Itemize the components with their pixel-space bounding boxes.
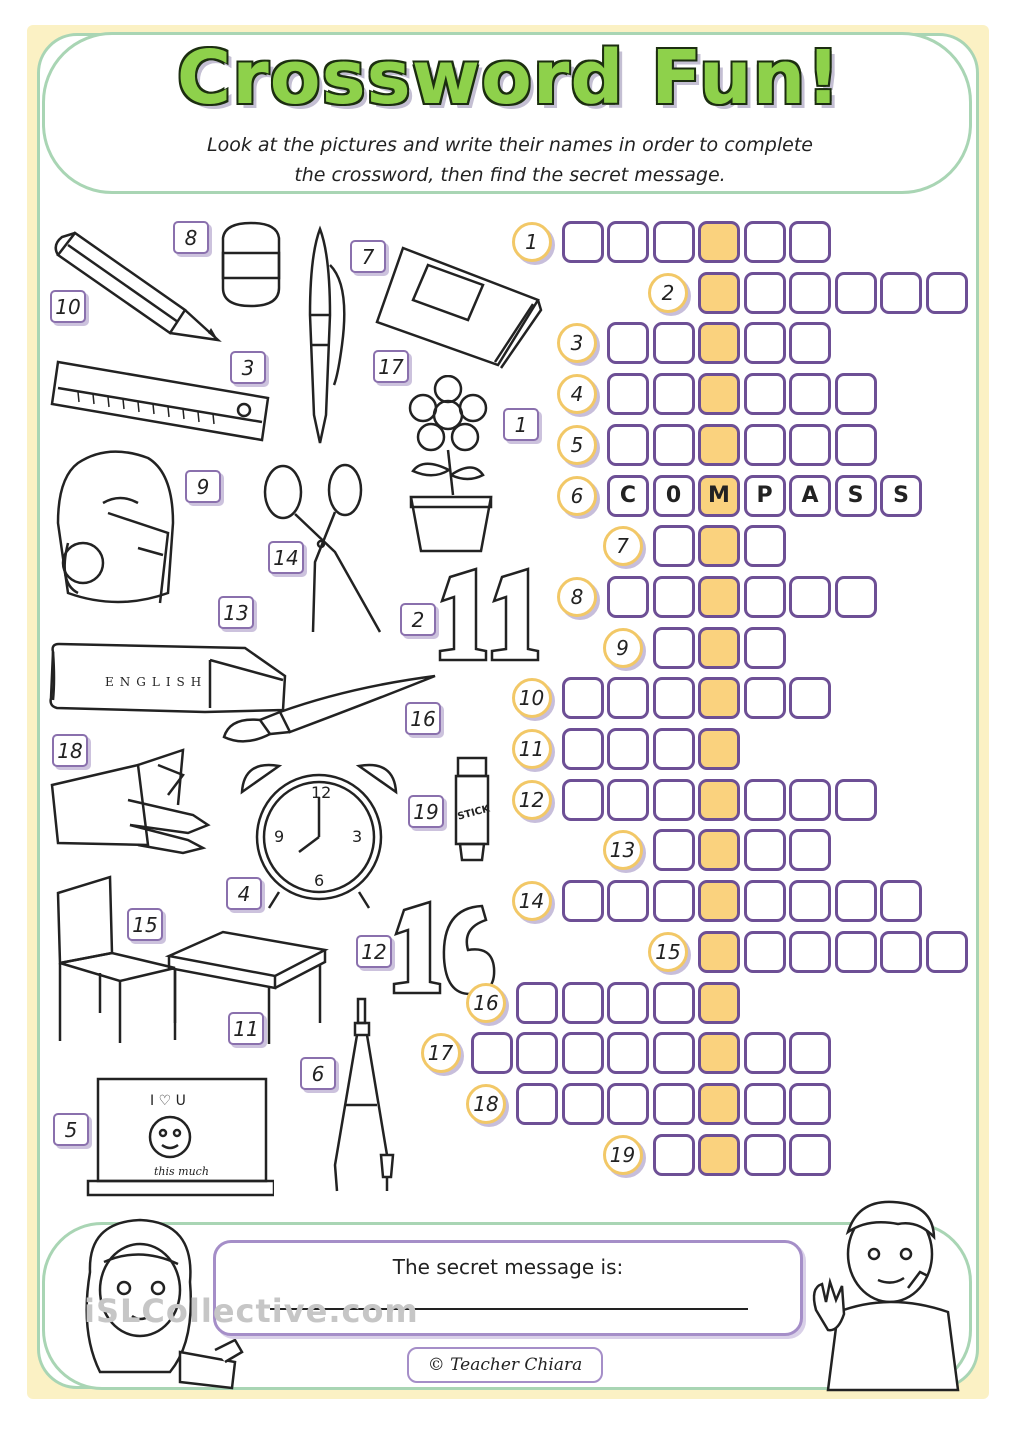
crossword-cell[interactable]	[835, 373, 877, 415]
crossword-cell[interactable]	[516, 1032, 558, 1074]
svg-text:12: 12	[311, 783, 332, 802]
crossword-cell[interactable]	[789, 931, 831, 973]
secret-letter-cell[interactable]	[698, 424, 740, 466]
crossword-cell[interactable]	[789, 677, 831, 719]
secret-letter-cell[interactable]	[698, 677, 740, 719]
secret-letter-cell[interactable]	[698, 1032, 740, 1074]
crossword-cell[interactable]	[562, 779, 604, 821]
svg-text:3: 3	[352, 827, 363, 846]
secret-letter-cell[interactable]	[698, 779, 740, 821]
crossword-cell[interactable]	[789, 779, 831, 821]
svg-text:6: 6	[314, 871, 325, 890]
crossword-cell[interactable]	[653, 677, 695, 719]
clue-number-2: 2	[648, 273, 688, 313]
crossword-cell[interactable]	[653, 880, 695, 922]
crossword-cell[interactable]	[789, 829, 831, 871]
crossword-cell[interactable]	[744, 1083, 786, 1125]
crossword-cell[interactable]	[835, 576, 877, 618]
crossword-cell[interactable]	[926, 272, 968, 314]
instructions-line-2: the crossword, then find the secret message.	[294, 164, 726, 186]
secret-letter-cell[interactable]	[698, 1134, 740, 1176]
crossword-cell[interactable]	[880, 272, 922, 314]
crossword-cell[interactable]	[653, 221, 695, 263]
crossword-cell[interactable]	[607, 779, 649, 821]
author-credit: © Teacher Chiara	[407, 1347, 603, 1383]
crossword-cell[interactable]	[562, 1083, 604, 1125]
instructions-line-1: Look at the pictures and write their names in order to complete	[207, 134, 813, 156]
crossword-cell[interactable]	[789, 424, 831, 466]
clue-number-14: 14	[512, 881, 552, 921]
crossword-cell[interactable]	[562, 880, 604, 922]
picture-label-17: 17	[373, 350, 409, 383]
picture-label-6: 6	[300, 1057, 336, 1090]
crossword-cell[interactable]	[653, 525, 695, 567]
crossword-cell[interactable]	[789, 322, 831, 364]
crossword-cell[interactable]	[880, 880, 922, 922]
crossword-cell[interactable]	[835, 424, 877, 466]
crossword-cell[interactable]	[744, 880, 786, 922]
watermark: iSLCollective.com	[84, 1292, 419, 1330]
crossword-cell[interactable]	[607, 322, 649, 364]
secret-message-label: The secret message is:	[392, 1255, 624, 1279]
crossword-cell[interactable]	[653, 1032, 695, 1074]
picture-label-8: 8	[173, 221, 209, 254]
pen-picture	[290, 225, 355, 450]
crossword-cell[interactable]	[744, 322, 786, 364]
crossword-cell[interactable]	[789, 576, 831, 618]
crossword-cell[interactable]	[744, 221, 786, 263]
crossword-cell[interactable]: A	[789, 475, 831, 517]
crossword-cell[interactable]	[562, 1032, 604, 1074]
crossword-cell[interactable]	[607, 728, 649, 770]
crossword-cell[interactable]	[789, 880, 831, 922]
crossword-cell[interactable]	[835, 779, 877, 821]
crossword-cell[interactable]: 0	[653, 475, 695, 517]
crossword-cell[interactable]	[835, 931, 877, 973]
crossword-cell[interactable]	[516, 1083, 558, 1125]
clue-number-17: 17	[421, 1033, 461, 1073]
clue-number-19: 19	[603, 1135, 643, 1175]
picture-label-10: 10	[50, 290, 86, 323]
crossword-cell[interactable]	[835, 272, 877, 314]
crossword-cell[interactable]	[744, 677, 786, 719]
crossword-cell[interactable]: S	[835, 475, 877, 517]
crossword-cell[interactable]	[653, 373, 695, 415]
secret-letter-cell[interactable]	[698, 525, 740, 567]
picture-label-2: 2	[400, 603, 436, 636]
crossword-cell[interactable]	[653, 424, 695, 466]
picture-label-15: 15	[127, 908, 163, 941]
instructions	[150, 130, 870, 190]
svg-text:I ♡ U: I ♡ U	[150, 1093, 186, 1109]
crossword-cell[interactable]	[607, 1083, 649, 1125]
crossword-cell[interactable]	[653, 982, 695, 1024]
clue-number-1: 1	[512, 222, 552, 262]
number-eleven-picture	[428, 565, 543, 665]
boy-picture	[808, 1192, 968, 1392]
picture-label-11: 11	[228, 1012, 264, 1045]
picture-label-14: 14	[268, 541, 304, 574]
picture-label-1: 1	[503, 408, 539, 441]
crossword-cell[interactable]: C	[607, 475, 649, 517]
secret-letter-cell[interactable]	[698, 627, 740, 669]
secret-letter-cell[interactable]	[698, 1083, 740, 1125]
crossword-cell[interactable]	[607, 424, 649, 466]
picture-label-9: 9	[185, 470, 221, 503]
crossword-cell[interactable]	[562, 677, 604, 719]
crossword-cell[interactable]	[744, 1032, 786, 1074]
secret-letter-cell[interactable]	[698, 322, 740, 364]
crossword-cell[interactable]	[562, 221, 604, 263]
clue-number-8: 8	[557, 577, 597, 617]
crossword-cell[interactable]	[653, 728, 695, 770]
svg-text:9: 9	[274, 827, 285, 846]
crossword-cell[interactable]	[744, 829, 786, 871]
crossword-cell[interactable]	[607, 576, 649, 618]
clue-number-10: 10	[512, 678, 552, 718]
crossword-cell[interactable]	[607, 221, 649, 263]
crossword-cell[interactable]	[607, 982, 649, 1024]
crossword-cell[interactable]	[835, 880, 877, 922]
crossword-cell[interactable]	[789, 1134, 831, 1176]
secret-letter-cell[interactable]	[698, 221, 740, 263]
crossword-cell[interactable]	[789, 373, 831, 415]
picture-label-5: 5	[53, 1113, 89, 1146]
clue-number-9: 9	[603, 628, 643, 668]
worksheet-title: Crossword Fun!	[176, 35, 842, 121]
crossword-cell[interactable]	[653, 1134, 695, 1176]
secret-letter-cell[interactable]	[698, 373, 740, 415]
clue-number-15: 15	[648, 932, 688, 972]
secret-letter-cell[interactable]	[698, 931, 740, 973]
picture-label-18: 18	[52, 734, 88, 767]
crossword-cell[interactable]	[516, 982, 558, 1024]
secret-letter-cell[interactable]	[698, 728, 740, 770]
backpack-picture	[48, 443, 188, 613]
clue-number-4: 4	[557, 374, 597, 414]
clue-number-18: 18	[466, 1084, 506, 1124]
crossword-cell[interactable]	[789, 221, 831, 263]
crossword-cell[interactable]	[744, 272, 786, 314]
clue-number-7: 7	[603, 526, 643, 566]
secret-letter-cell[interactable]	[698, 576, 740, 618]
svg-text:STICK: STICK	[456, 803, 492, 823]
blackboard-picture	[84, 1075, 274, 1200]
secret-letter-cell[interactable]: M	[698, 475, 740, 517]
crossword-cell[interactable]	[653, 627, 695, 669]
glue-stick-picture	[448, 752, 496, 864]
secret-letter-cell[interactable]	[698, 982, 740, 1024]
picture-label-12: 12	[356, 935, 392, 968]
crossword-cell[interactable]	[607, 373, 649, 415]
crossword-cell[interactable]	[607, 1032, 649, 1074]
clue-number-6: 6	[557, 476, 597, 516]
crossword-cell[interactable]	[789, 272, 831, 314]
crossword-cell[interactable]	[607, 880, 649, 922]
clue-number-11: 11	[512, 729, 552, 769]
crossword-cell[interactable]	[653, 829, 695, 871]
crossword-cell[interactable]	[607, 677, 649, 719]
clue-number-13: 13	[603, 830, 643, 870]
picture-label-19: 19	[408, 795, 444, 828]
crossword-cell[interactable]	[562, 728, 604, 770]
clue-number-5: 5	[557, 425, 597, 465]
picture-label-16: 16	[405, 702, 441, 735]
crossword-cell[interactable]	[789, 1083, 831, 1125]
picture-label-13: 13	[218, 596, 254, 629]
picture-label-7: 7	[350, 240, 386, 273]
crossword-cell[interactable]: P	[744, 475, 786, 517]
crossword-cell[interactable]	[744, 931, 786, 973]
crossword-cell[interactable]	[744, 424, 786, 466]
picture-label-3: 3	[230, 351, 266, 384]
crossword-cell[interactable]	[562, 982, 604, 1024]
secret-letter-cell[interactable]	[698, 880, 740, 922]
crossword-cell[interactable]	[880, 931, 922, 973]
crossword-cell[interactable]	[926, 931, 968, 973]
crossword-cell[interactable]	[744, 576, 786, 618]
crossword-cell[interactable]: S	[880, 475, 922, 517]
flower-pot-picture	[393, 375, 503, 555]
crossword-cell[interactable]	[744, 373, 786, 415]
secret-letter-cell[interactable]	[698, 829, 740, 871]
crossword-cell[interactable]	[471, 1032, 513, 1074]
picture-label-4: 4	[226, 877, 262, 910]
crossword-cell[interactable]	[744, 627, 786, 669]
svg-text:this much: this much	[154, 1165, 209, 1178]
crossword-cell[interactable]	[653, 779, 695, 821]
svg-text:ENGLISH: ENGLISH	[105, 675, 208, 689]
clue-number-12: 12	[512, 780, 552, 820]
crossword-cell[interactable]	[789, 1032, 831, 1074]
secret-letter-cell[interactable]	[698, 272, 740, 314]
clue-number-16: 16	[466, 983, 506, 1023]
clue-number-3: 3	[557, 323, 597, 363]
crossword-cell[interactable]	[653, 576, 695, 618]
crossword-cell[interactable]	[744, 525, 786, 567]
compass-picture	[325, 995, 400, 1195]
crossword-cell[interactable]	[653, 1083, 695, 1125]
crossword-cell[interactable]	[744, 1134, 786, 1176]
crossword-cell[interactable]	[744, 779, 786, 821]
crossword-cell[interactable]	[653, 322, 695, 364]
eraser-picture	[215, 218, 287, 313]
